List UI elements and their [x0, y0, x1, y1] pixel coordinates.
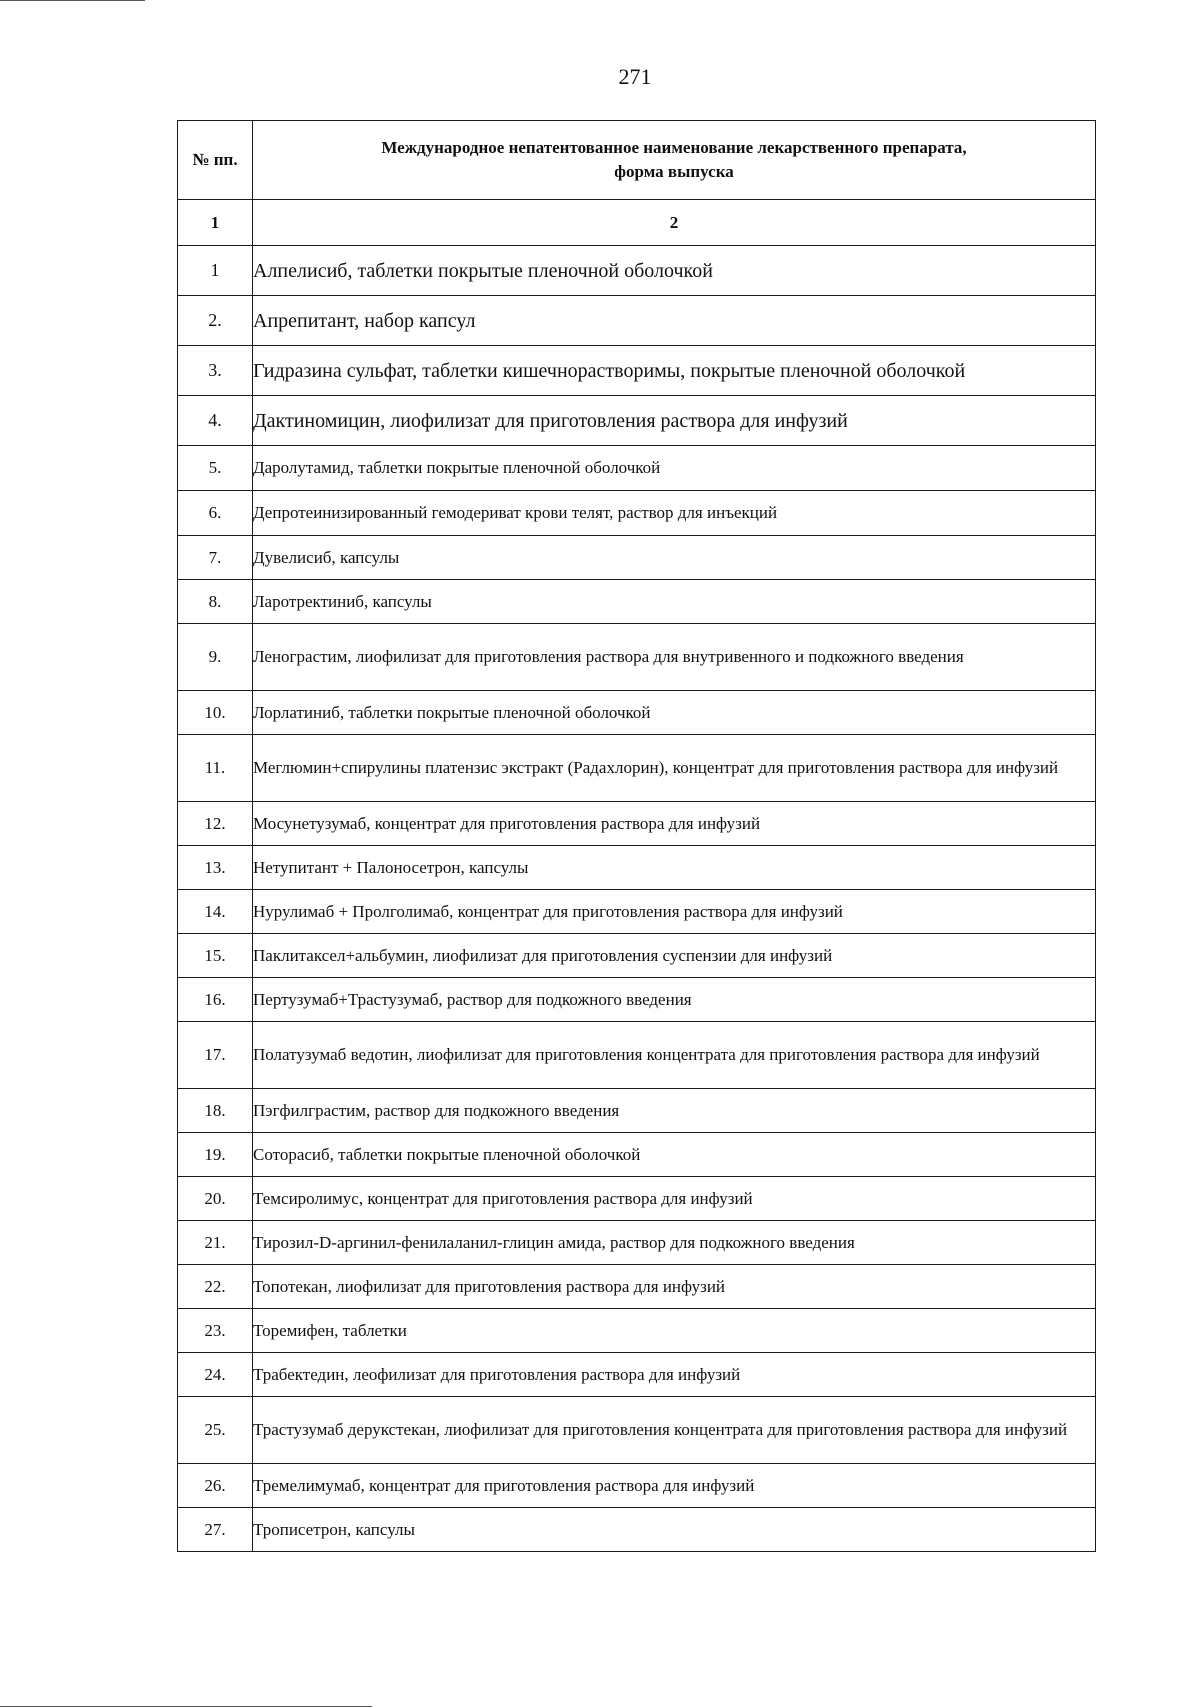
row-medicine-name-cell: Апрепитант, набор капсул — [253, 296, 1096, 346]
table-row — [178, 890, 1096, 934]
row-number-cell: 15. — [178, 934, 253, 978]
table-body — [178, 246, 1096, 1552]
row-number-cell: 20. — [178, 1177, 253, 1221]
row-medicine-name-cell: Пэгфилграстим, раствор для подкожного введения — [253, 1089, 1096, 1133]
table-row — [178, 536, 1096, 580]
row-number-cell: 21. — [178, 1221, 253, 1265]
table-row — [178, 934, 1096, 978]
row-medicine-name-cell: Соторасиб, таблетки покрытые пленочной оболочкой — [253, 1133, 1096, 1177]
row-number-cell: 4. — [178, 396, 253, 446]
row-number-cell: 8. — [178, 580, 253, 624]
table-row — [178, 1022, 1096, 1089]
row-number-cell: 12. — [178, 802, 253, 846]
row-number-cell: 11. — [178, 735, 253, 802]
table-row — [178, 691, 1096, 735]
row-number-cell: 26. — [178, 1464, 253, 1508]
row-number-cell: 22. — [178, 1265, 253, 1309]
row-medicine-name-cell: Депротеинизированный гемодериват крови телят, раствор для инъекций — [253, 491, 1096, 536]
table-row — [178, 1508, 1096, 1552]
row-medicine-name-cell: Трописетрон, капсулы — [253, 1508, 1096, 1552]
table-row — [178, 802, 1096, 846]
page-number: 271 — [618, 64, 652, 89]
row-number-cell: 17. — [178, 1022, 253, 1089]
table-row — [178, 1397, 1096, 1464]
row-medicine-name-cell: Торемифен, таблетки — [253, 1309, 1096, 1353]
row-medicine-name-cell: Дактиномицин, лиофилизат для приготовления раствора для инфузий — [253, 396, 1096, 446]
table-row — [178, 1089, 1096, 1133]
row-medicine-name-cell: Ленограстим, лиофилизат для приготовления раствора для внутривенного и подкожного введения — [253, 624, 1096, 691]
row-medicine-name-cell: Топотекан, лиофилизат для приготовления раствора для инфузий — [253, 1265, 1096, 1309]
row-medicine-name-cell: Дувелисиб, капсулы — [253, 536, 1096, 580]
table-row — [178, 246, 1096, 296]
row-number-cell: 3. — [178, 346, 253, 396]
row-medicine-name-cell: Даролутамид, таблетки покрытые пленочной оболочкой — [253, 446, 1096, 491]
row-medicine-name-cell: Пертузумаб+Трастузумаб, раствор для подкожного введения — [253, 978, 1096, 1022]
table-row — [178, 624, 1096, 691]
medicines-table — [177, 120, 1096, 1552]
table-header-row — [178, 121, 1096, 200]
row-number-cell: 16. — [178, 978, 253, 1022]
table-row — [178, 1265, 1096, 1309]
row-medicine-name-cell: Трастузумаб дерукстекан, лиофилизат для приготовления концентрата для приготовления раствора для инфузий — [253, 1397, 1096, 1464]
row-number-cell: 2. — [178, 296, 253, 346]
table-row — [178, 978, 1096, 1022]
row-number-cell: 10. — [178, 691, 253, 735]
row-medicine-name-cell: Гидразина сульфат, таблетки кишечнорастворимы, покрытые пленочной оболочкой — [253, 346, 1096, 396]
table-row — [178, 1221, 1096, 1265]
header-name-cell — [253, 121, 1096, 200]
table-row — [178, 1177, 1096, 1221]
table-row — [178, 735, 1096, 802]
table-index-row — [178, 200, 1096, 246]
scan-edge-line-top — [0, 0, 145, 1]
row-medicine-name-cell: Алпелисиб, таблетки покрытые пленочной оболочкой — [253, 246, 1096, 296]
row-number-cell: 19. — [178, 1133, 253, 1177]
header-number-cell: № пп. — [178, 121, 253, 200]
index-cell-2: 2 — [253, 200, 1096, 246]
row-number-cell: 25. — [178, 1397, 253, 1464]
table-row — [178, 580, 1096, 624]
table-row — [178, 346, 1096, 396]
table-row — [178, 1464, 1096, 1508]
table-row — [178, 1133, 1096, 1177]
table-row — [178, 1309, 1096, 1353]
row-number-cell: 9. — [178, 624, 253, 691]
header-name-line1: Международное непатентованное наименование лекарственного препарата, — [381, 138, 967, 157]
row-number-cell: 5. — [178, 446, 253, 491]
row-number-cell: 1 — [178, 246, 253, 296]
row-medicine-name-cell: Полатузумаб ведотин, лиофилизат для приготовления концентрата для приготовления раствора для инфузий — [253, 1022, 1096, 1089]
row-medicine-name-cell: Ларотректиниб, капсулы — [253, 580, 1096, 624]
row-number-cell: 14. — [178, 890, 253, 934]
row-number-cell: 24. — [178, 1353, 253, 1397]
row-medicine-name-cell: Нурулимаб + Пролголимаб, концентрат для приготовления раствора для инфузий — [253, 890, 1096, 934]
row-medicine-name-cell: Лорлатиниб, таблетки покрытые пленочной оболочкой — [253, 691, 1096, 735]
row-medicine-name-cell: Мосунетузумаб, концентрат для приготовления раствора для инфузий — [253, 802, 1096, 846]
row-medicine-name-cell: Тирозил-D-аргинил-фенилаланил-глицин амида, раствор для подкожного введения — [253, 1221, 1096, 1265]
table-row — [178, 396, 1096, 446]
table-row — [178, 846, 1096, 890]
scan-edge-line-bottom — [0, 1706, 372, 1707]
row-medicine-name-cell: Паклитаксел+альбумин, лиофилизат для приготовления суспензии для инфузий — [253, 934, 1096, 978]
row-medicine-name-cell: Тремелимумаб, концентрат для приготовления раствора для инфузий — [253, 1464, 1096, 1508]
row-number-cell: 6. — [178, 491, 253, 536]
header-name-line2: форма выпуска — [614, 162, 734, 181]
row-number-cell: 23. — [178, 1309, 253, 1353]
table-row — [178, 446, 1096, 491]
row-number-cell: 13. — [178, 846, 253, 890]
table-row — [178, 296, 1096, 346]
row-number-cell: 7. — [178, 536, 253, 580]
table-row — [178, 1353, 1096, 1397]
row-number-cell: 27. — [178, 1508, 253, 1552]
row-medicine-name-cell: Темсиролимус, концентрат для приготовления раствора для инфузий — [253, 1177, 1096, 1221]
row-number-cell: 18. — [178, 1089, 253, 1133]
row-medicine-name-cell: Трабектедин, леофилизат для приготовления раствора для инфузий — [253, 1353, 1096, 1397]
row-medicine-name-cell: Нетупитант + Палоносетрон, капсулы — [253, 846, 1096, 890]
index-cell-1: 1 — [178, 200, 253, 246]
row-medicine-name-cell: Меглюмин+спирулины платензис экстракт (Радахлорин), концентрат для приготовления раствора для инфузий — [253, 735, 1096, 802]
table-row — [178, 491, 1096, 536]
